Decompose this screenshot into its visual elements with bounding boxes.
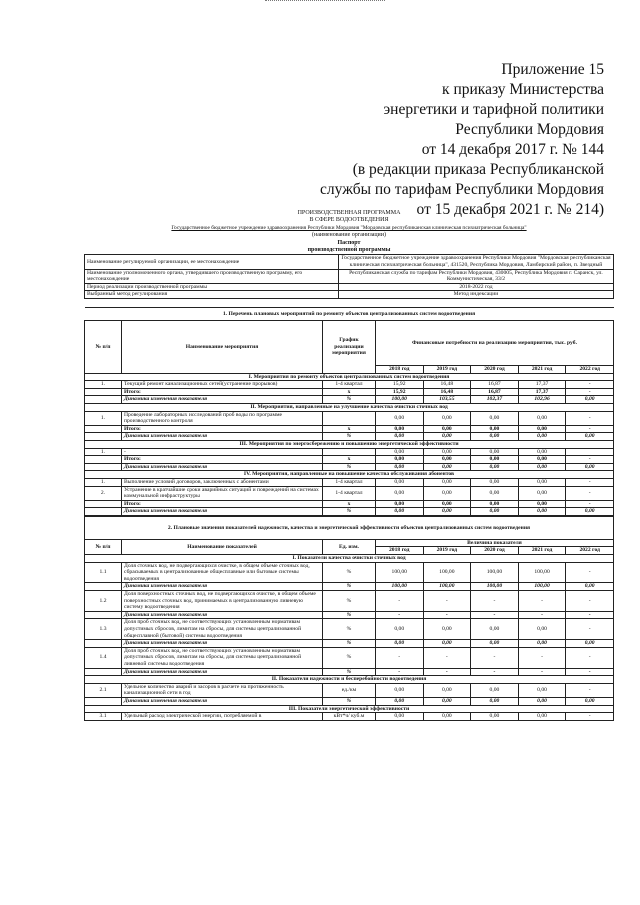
production-program-document xyxy=(84,210,614,721)
value-cell: 0,00 xyxy=(566,433,614,441)
measure-name: Динамика изменения показателя xyxy=(122,463,323,471)
header-row xyxy=(85,539,614,547)
row-number xyxy=(85,425,122,433)
header-line: службы по тарифам Республики Мордовия xyxy=(320,181,604,198)
program-subtitle: В СФЕРЕ ВОДООТВЕДЕНИЯ xyxy=(309,217,389,224)
document-header xyxy=(320,60,604,220)
measure-row xyxy=(85,381,614,389)
passport-label: Период реализации производственной программы xyxy=(85,283,339,291)
value-cell: - xyxy=(423,591,471,612)
indicator-unit: кВт*ч/ куб.м xyxy=(323,713,376,721)
value-cell: 0,00 xyxy=(375,640,423,648)
value-cell: 0,00 xyxy=(423,500,471,508)
row-number xyxy=(85,697,122,705)
top-edge-mark xyxy=(265,0,385,7)
measure-name: Выполнение условий договоров, заключенных с абонентами xyxy=(122,478,323,486)
header-line: энергетики и тарифной политики xyxy=(383,101,604,118)
indicator-unit: ед./км xyxy=(323,683,376,697)
value-cell: 0,00 xyxy=(423,508,471,516)
value-cell: 0,00 xyxy=(471,448,519,456)
value-cell: 16,48 xyxy=(423,381,471,389)
value-cell: - xyxy=(566,411,614,425)
value-cell: - xyxy=(566,683,614,697)
value-cell: - xyxy=(375,611,423,619)
measure-schedule: % xyxy=(323,508,376,516)
value-cell: 0,00 xyxy=(423,486,471,500)
measure-name: Итого: xyxy=(122,500,323,508)
value-cell: - xyxy=(518,647,566,668)
row-number: 1. xyxy=(85,411,122,425)
value-cell: 0,00 xyxy=(375,478,423,486)
measure-schedule: x xyxy=(323,456,376,464)
indicator-unit: % xyxy=(323,611,376,619)
section-title: IV. Мероприятия, направленные на повышение качества обслуживания абонентов xyxy=(85,471,614,479)
value-cell: 17,37 xyxy=(518,381,566,389)
value-cell: 0,00 xyxy=(566,508,614,516)
value-cell: 0,00 xyxy=(471,456,519,464)
value-cell: 0,00 xyxy=(423,425,471,433)
measure-name: Динамика изменения показателя xyxy=(122,508,323,516)
value-cell: 0,00 xyxy=(423,448,471,456)
value-cell: 0,00 xyxy=(471,683,519,697)
passport-value: Республиканская служба по тарифам Республики Мордовия, 430005, Республика Мордовия г. Саранск, ул. Коммунистическая, 33/2 xyxy=(338,269,613,283)
value-cell: 0,00 xyxy=(375,683,423,697)
value-cell: 100,00 xyxy=(423,583,471,591)
value-cell: 15,92 xyxy=(375,388,423,396)
measure-name: - xyxy=(122,448,323,456)
value-cell: 0,00 xyxy=(375,713,423,721)
value-cell: 0,00 xyxy=(471,713,519,721)
row-number: 1.4 xyxy=(85,647,122,668)
measure-row xyxy=(85,486,614,500)
measure-row xyxy=(85,500,614,508)
indicator-name: Доля сточных вод, не подвергающихся очистке, в общем объеме сточных вод, сбрасываемых в централизованные общесплавные или бытовые системы водоотведения xyxy=(122,562,323,583)
indicator-row xyxy=(85,583,614,591)
indicator-unit: % xyxy=(323,619,376,640)
row-number xyxy=(85,433,122,441)
value-cell: 0,00 xyxy=(518,486,566,500)
value-cell: 0,00 xyxy=(471,463,519,471)
section-title: II. Мероприятия, направленные на улучшение качества очистки сточных вод xyxy=(85,403,614,411)
value-cell: 0,00 xyxy=(518,619,566,640)
indicator-row xyxy=(85,713,614,721)
value-cell: 0,00 xyxy=(566,697,614,705)
row-number: 2. xyxy=(85,486,122,500)
value-cell: 0,00 xyxy=(423,619,471,640)
value-cell: - xyxy=(375,647,423,668)
value-cell: 0,00 xyxy=(375,411,423,425)
col-name: Наименование показателей xyxy=(122,539,323,554)
value-cell xyxy=(566,448,614,456)
value-cell: - xyxy=(471,591,519,612)
indicator-row xyxy=(85,668,614,676)
value-cell: 0,00 xyxy=(518,713,566,721)
value-cell: - xyxy=(566,456,614,464)
row-number xyxy=(85,396,122,404)
passport-label: Наименование уполномоченного органа, утвердившего производственную программу, его местонахождение xyxy=(85,269,339,283)
value-cell: 0,00 xyxy=(518,463,566,471)
measure-row xyxy=(85,411,614,425)
value-cell: 0,00 xyxy=(423,640,471,648)
indicator-unit: % xyxy=(323,583,376,591)
value-cell: - xyxy=(471,611,519,619)
value-cell: 0,00 xyxy=(518,425,566,433)
measure-name: Текущий ремонт канализационных сетей(устранение прорывов) xyxy=(122,381,323,389)
value-cell: 16,87 xyxy=(471,381,519,389)
measure-name: Устранение в кратчайшие сроки аварийных ситуаций и повреждений на системах коммунальной инфраструктуры xyxy=(122,486,323,500)
program-title: ПРОИЗВОДСТВЕННАЯ ПРОГРАММА xyxy=(297,210,401,216)
value-cell: - xyxy=(375,591,423,612)
passport-row xyxy=(85,255,614,269)
value-cell: 16,48 xyxy=(423,388,471,396)
measure-schedule: 1-4 квартал xyxy=(323,478,376,486)
indicators-table xyxy=(84,516,614,721)
value-cell: 0,00 xyxy=(423,697,471,705)
section-title-row xyxy=(85,308,614,321)
year-header: 2022 год xyxy=(566,366,614,374)
passport-label: Выбранный метод регулирования xyxy=(85,291,339,299)
value-cell: 0,00 xyxy=(375,619,423,640)
indicator-row xyxy=(85,591,614,612)
value-cell: 0,00 xyxy=(471,425,519,433)
section-title: I. Мероприятия по ремонту объектов централизованных систем водоотведения xyxy=(85,373,614,381)
value-cell: - xyxy=(423,647,471,668)
section-title: III. Показатели энергетической эффективности xyxy=(85,705,614,713)
value-cell: 0,00 xyxy=(375,486,423,500)
indicator-name: Доля проб сточных вод, не соответствующих установленным нормативам допустимых сбросов, лимитам на сбросы, для системы централизованной общесплавной (бытовой) системы водоотведения xyxy=(122,619,323,640)
value-cell: 0,00 xyxy=(375,500,423,508)
value-cell: 100,00 xyxy=(471,583,519,591)
value-cell: 103,55 xyxy=(423,396,471,404)
year-header: 2018 год xyxy=(375,547,423,555)
header-row xyxy=(85,321,614,366)
value-cell: - xyxy=(566,591,614,612)
value-cell: 0,00 xyxy=(471,697,519,705)
col-num: № п/п xyxy=(85,321,122,374)
header-line: Приложение 15 xyxy=(501,61,604,78)
value-cell: 0,00 xyxy=(471,411,519,425)
value-cell: 0,00 xyxy=(423,463,471,471)
value-cell: 0,00 xyxy=(423,683,471,697)
measure-schedule: 1-4 квартал xyxy=(323,486,376,500)
measure-row xyxy=(85,425,614,433)
value-cell: - xyxy=(566,619,614,640)
header-line: к приказу Министерства xyxy=(442,81,604,98)
value-cell: 0,00 xyxy=(518,448,566,456)
value-cell: 0,00 xyxy=(471,500,519,508)
measure-schedule: 1-4 квартал xyxy=(323,381,376,389)
indicator-row xyxy=(85,611,614,619)
row-number xyxy=(85,640,122,648)
value-cell: - xyxy=(423,611,471,619)
value-cell: 0,00 xyxy=(375,456,423,464)
indicator-unit: % xyxy=(323,647,376,668)
row-number: 2.1 xyxy=(85,683,122,697)
value-cell: 0,00 xyxy=(566,463,614,471)
indicator-unit: % xyxy=(323,591,376,612)
value-cell: 0,00 xyxy=(518,433,566,441)
value-cell: 0,00 xyxy=(518,640,566,648)
section-row xyxy=(85,471,614,479)
value-cell: 100,00 xyxy=(518,562,566,583)
header-line: от 15 декабря 2021 г. № 214) xyxy=(416,201,604,218)
indicator-name: Динамика изменения показателя xyxy=(122,697,323,705)
indicator-row xyxy=(85,562,614,583)
value-cell: 0,00 xyxy=(375,433,423,441)
row-number xyxy=(85,463,122,471)
value-cell: 0,00 xyxy=(471,508,519,516)
measure-name: Динамика изменения показателя xyxy=(122,396,323,404)
indicator-unit: % xyxy=(323,562,376,583)
year-header: 2020 год xyxy=(471,547,519,555)
section-title: II. Показатели надежности и бесперебойности водоотведения xyxy=(85,676,614,684)
measure-schedule: % xyxy=(323,396,376,404)
indicator-name: Динамика изменения показателя xyxy=(122,640,323,648)
value-cell: 0,00 xyxy=(518,500,566,508)
measure-row xyxy=(85,433,614,441)
measure-row xyxy=(85,396,614,404)
year-header: 2021 год xyxy=(518,547,566,555)
passport-table xyxy=(84,254,614,299)
value-cell: - xyxy=(566,500,614,508)
value-cell: 0,00 xyxy=(471,478,519,486)
passport-row xyxy=(85,283,614,291)
part1-title: 1. Перечень плановых мероприятий по ремонту объектов централизованных систем водоотведения xyxy=(85,308,614,321)
row-number: 1.3 xyxy=(85,619,122,640)
value-cell: 15,92 xyxy=(375,381,423,389)
value-cell: - xyxy=(566,562,614,583)
indicator-unit: % xyxy=(323,640,376,648)
value-cell: - xyxy=(518,591,566,612)
row-number xyxy=(85,508,122,516)
col-name: Наименование мероприятия xyxy=(122,321,323,374)
value-cell: 0,00 xyxy=(518,508,566,516)
row-number: 1. xyxy=(85,448,122,456)
value-cell: 0,00 xyxy=(566,640,614,648)
value-cell: 0,00 xyxy=(423,411,471,425)
header-line: Республики Мордовия xyxy=(455,121,604,138)
section-row xyxy=(85,403,614,411)
value-cell: 16,87 xyxy=(471,388,519,396)
passport-label: Наименование регулируемой организации, ее местонахождение xyxy=(85,255,339,269)
measure-name: Итого: xyxy=(122,456,323,464)
passport-value: Государственное бюджетное учреждение здравоохранения Республики Мордовия "Мордовская республиканская клиническая психиатрическая больница", 431520, Республика Мордовия, Ламбирский район, п. Звездный xyxy=(338,255,613,269)
row-number xyxy=(85,456,122,464)
measure-name: Проведение лабораторных исследований проб воды по программе производственного контроля xyxy=(122,411,323,425)
section-title: I. Показатели качества очистки сточных вод xyxy=(85,555,614,563)
value-cell: 100,00 xyxy=(375,583,423,591)
indicator-row xyxy=(85,647,614,668)
value-cell: 100,00 xyxy=(423,562,471,583)
value-cell: - xyxy=(423,668,471,676)
passport-value: 2018-2022 год xyxy=(338,283,613,291)
value-cell: 0,00 xyxy=(471,619,519,640)
row-number xyxy=(85,611,122,619)
measure-name: Итого: xyxy=(122,425,323,433)
measure-schedule: x xyxy=(323,388,376,396)
year-header: 2019 год xyxy=(423,366,471,374)
col-unit: Ед. изм. xyxy=(323,539,376,554)
section-title-row xyxy=(85,516,614,539)
header-line: от 14 декабря 2017 г. № 144 xyxy=(421,141,604,158)
value-cell: - xyxy=(518,611,566,619)
col-num: № п/п xyxy=(85,539,122,554)
organization-caption: (наименование организации) xyxy=(312,232,386,239)
passport-value: Метод индексации xyxy=(338,291,613,299)
indicator-row xyxy=(85,683,614,697)
section-row xyxy=(85,440,614,448)
value-cell: - xyxy=(471,668,519,676)
value-cell: - xyxy=(566,478,614,486)
measure-row xyxy=(85,388,614,396)
year-header: 2019 год xyxy=(423,547,471,555)
value-cell: 0,00 xyxy=(471,486,519,500)
part2-title: 2. Плановые значения показателей надежности, качества и энергетической эффективности объектов централизованных систем водоотведения xyxy=(85,516,614,539)
measure-row xyxy=(85,448,614,456)
value-cell: 100,00 xyxy=(375,562,423,583)
value-cell: - xyxy=(566,647,614,668)
measure-row xyxy=(85,456,614,464)
value-cell: 100,00 xyxy=(471,562,519,583)
measure-schedule: % xyxy=(323,433,376,441)
value-cell: 0,00 xyxy=(375,463,423,471)
value-cell: 0,00 xyxy=(518,697,566,705)
value-cell: 0,00 xyxy=(423,713,471,721)
year-header: 2022 год xyxy=(566,547,614,555)
indicator-name: Удельный расход электрической энергии, потребляемой в xyxy=(122,713,323,721)
header-line: (в редакции приказа Республиканской xyxy=(352,161,604,178)
value-cell: - xyxy=(566,486,614,500)
indicator-row xyxy=(85,619,614,640)
section-title: III. Мероприятия по энергосбережению и повышению энергетической эффективности xyxy=(85,440,614,448)
row-number xyxy=(85,388,122,396)
measure-schedule: % xyxy=(323,463,376,471)
repair-measures-table xyxy=(84,307,614,516)
value-cell: 0,00 xyxy=(423,456,471,464)
value-cell: - xyxy=(566,381,614,389)
value-cell: - xyxy=(566,388,614,396)
value-cell: 0,00 xyxy=(518,411,566,425)
measure-name: Итого: xyxy=(122,388,323,396)
indicator-name: Динамика изменения показателя xyxy=(122,583,323,591)
measure-row xyxy=(85,463,614,471)
row-number: 1. xyxy=(85,478,122,486)
value-cell: 0,00 xyxy=(471,433,519,441)
section-row xyxy=(85,555,614,563)
value-cell: - xyxy=(566,611,614,619)
col-values: Величина показателя xyxy=(375,539,613,547)
year-header: 2020 год xyxy=(471,366,519,374)
value-cell: 0,00 xyxy=(375,448,423,456)
value-cell: 0,00 xyxy=(423,478,471,486)
passport-subtitle: производственной программы xyxy=(307,247,391,254)
value-cell: - xyxy=(566,425,614,433)
indicator-name: Удельное количество аварий и засоров в расчете на протяженность канализационной сети в год xyxy=(122,683,323,697)
row-number: 1.1 xyxy=(85,562,122,583)
value-cell: - xyxy=(566,713,614,721)
value-cell: 0,00 xyxy=(471,640,519,648)
year-header: 2018 год xyxy=(375,366,423,374)
row-number: 1. xyxy=(85,381,122,389)
organization-name: Государственное бюджетное учреждение здравоохранения Республики Мордовия "Мордовская республиканская клиническая психиатрическая больница" xyxy=(171,224,527,231)
measure-row xyxy=(85,478,614,486)
row-number xyxy=(85,583,122,591)
value-cell: 0,00 xyxy=(375,697,423,705)
passport-title: Паспорт xyxy=(337,239,361,246)
measure-schedule xyxy=(323,411,376,425)
value-cell: 0,00 xyxy=(375,425,423,433)
value-cell: - xyxy=(566,668,614,676)
measure-schedule xyxy=(323,448,376,456)
value-cell: 0,00 xyxy=(518,478,566,486)
section-row xyxy=(85,705,614,713)
value-cell: 102,37 xyxy=(471,396,519,404)
value-cell: 0,00 xyxy=(566,583,614,591)
section-row xyxy=(85,676,614,684)
value-cell: 0,00 xyxy=(518,683,566,697)
measure-name: Динамика изменения показателя xyxy=(122,433,323,441)
col-finance: Финансовые потребности на реализацию мероприятия, тыс. руб. xyxy=(375,321,613,366)
row-number xyxy=(85,668,122,676)
passport-row xyxy=(85,291,614,299)
value-cell: 100,00 xyxy=(375,396,423,404)
col-schedule: График реализации мероприятия xyxy=(323,321,376,374)
indicator-name: Динамика изменения показателя xyxy=(122,668,323,676)
value-cell: 102,96 xyxy=(518,396,566,404)
value-cell: 0,00 xyxy=(566,396,614,404)
value-cell: 0,00 xyxy=(518,456,566,464)
value-cell: 0,00 xyxy=(423,433,471,441)
measure-row xyxy=(85,508,614,516)
indicator-row xyxy=(85,640,614,648)
value-cell: - xyxy=(375,668,423,676)
indicator-name: Доля поверхностных сточных вод, не подвергающихся очистке, в общем объеме поверхностных сточных вод, принимаемых в централизованную ливневую систему водоотведения xyxy=(122,591,323,612)
indicator-name: Динамика изменения показателя xyxy=(122,611,323,619)
indicator-name: Доля проб сточных вод, не соответствующих установленным нормативам допустимых сбросов, лимитам на сбросы, для системы централизованной ливневой системы водоотведения xyxy=(122,647,323,668)
value-cell: 100,00 xyxy=(518,583,566,591)
value-cell: 17,37 xyxy=(518,388,566,396)
value-cell: - xyxy=(518,668,566,676)
year-header: 2021 год xyxy=(518,366,566,374)
indicator-row xyxy=(85,697,614,705)
row-number: 3.1 xyxy=(85,713,122,721)
measure-schedule: x xyxy=(323,500,376,508)
section-row xyxy=(85,373,614,381)
row-number xyxy=(85,500,122,508)
value-cell: - xyxy=(471,647,519,668)
measure-schedule: x xyxy=(323,425,376,433)
indicator-unit: % xyxy=(323,697,376,705)
row-number: 1.2 xyxy=(85,591,122,612)
passport-row xyxy=(85,269,614,283)
indicator-unit: % xyxy=(323,668,376,676)
value-cell: 0,00 xyxy=(375,508,423,516)
